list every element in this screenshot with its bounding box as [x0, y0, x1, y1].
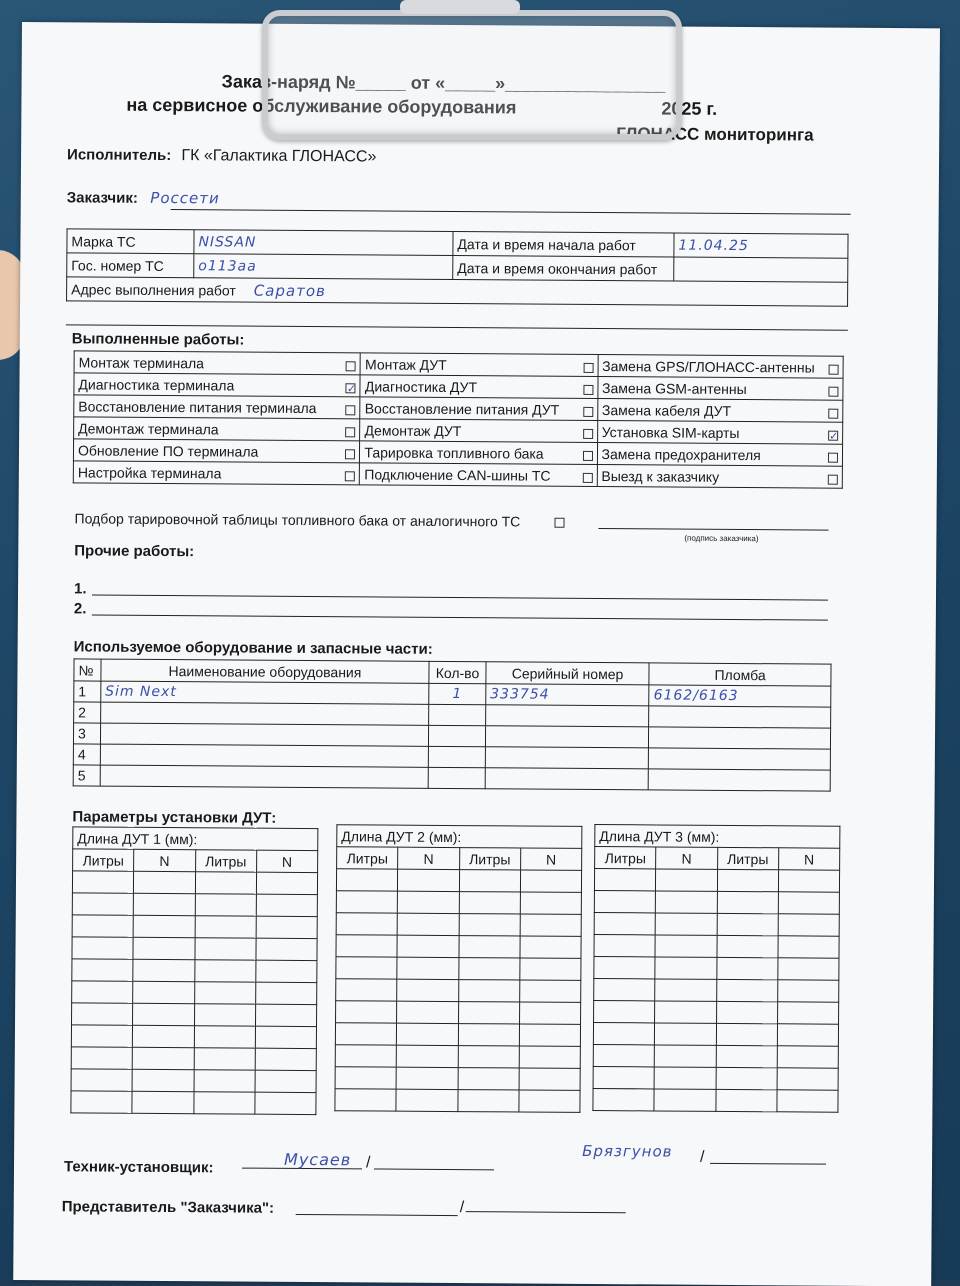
work-label: Восстановление питания ДУТ [364, 399, 560, 418]
works-cell [74, 417, 361, 441]
dut-cell[interactable] [336, 979, 397, 1001]
dut-cell[interactable] [519, 1002, 580, 1024]
equipment-cell: 1 [429, 683, 486, 704]
dut-cell[interactable] [717, 913, 778, 935]
dut-cell[interactable] [256, 938, 317, 960]
dut-cell[interactable] [335, 1045, 396, 1067]
dut-cell[interactable] [519, 1024, 580, 1046]
dut-cell[interactable] [716, 1023, 777, 1045]
works-cell [74, 351, 361, 375]
work-label: Монтаж ДУТ [365, 355, 447, 373]
dut-cell[interactable] [458, 1068, 519, 1090]
equipment-heading: Используемое оборудование и запасные части: [73, 638, 433, 658]
equipment-cell: 333754 [486, 684, 650, 706]
equipment-header: Кол-во [429, 661, 486, 683]
equipment-cell [429, 704, 486, 725]
work-label: Обновление ПО терминала [77, 441, 259, 460]
dut-col-header: Литры [73, 849, 134, 871]
dut-cell[interactable] [716, 957, 777, 979]
work-checkbox[interactable] [345, 471, 355, 481]
dut-col-header: Литры [195, 850, 256, 872]
equipment-cell [648, 769, 830, 791]
dut-cell[interactable] [778, 892, 839, 914]
dut-cell[interactable] [717, 891, 778, 913]
vehicle-underline [66, 324, 848, 330]
dut-col-header: N [520, 848, 581, 870]
equipment-header: Пломба [649, 663, 831, 686]
rep-line-2 [466, 1211, 626, 1213]
dut-cell[interactable] [255, 1070, 316, 1092]
dut-cell[interactable] [133, 915, 194, 937]
dut-cell[interactable] [195, 894, 256, 916]
dut-cell[interactable] [72, 893, 133, 915]
dut-cell[interactable] [255, 1048, 316, 1070]
dut-table-1 [70, 826, 318, 1115]
dut-heading: Параметры установки ДУТ: [72, 808, 277, 827]
dut-cell[interactable] [594, 869, 655, 891]
equipment-cell [100, 744, 429, 767]
dut-title: Длина ДУТ 1 (мм): [73, 827, 318, 851]
dut-cell[interactable] [519, 1068, 580, 1090]
end-value [674, 257, 848, 282]
dut-cell[interactable] [132, 1069, 193, 1091]
dut-col-header: Литры [595, 847, 656, 869]
executor-label: Исполнитель: [67, 146, 172, 165]
equipment-cell [429, 725, 486, 746]
dut-cell[interactable] [458, 1024, 519, 1046]
dut-cell[interactable] [71, 1069, 132, 1091]
work-label: Тарировка топливного бака [364, 443, 544, 462]
dut-cell[interactable] [255, 1092, 316, 1114]
dut-cell[interactable] [195, 872, 256, 894]
title-line-1: Заказ-наряд №_____ от «_____»________________ [221, 71, 666, 95]
dut-cell[interactable] [458, 958, 519, 980]
equipment-cell [649, 727, 831, 749]
plate-value: о113аа [194, 254, 453, 280]
dut-cell[interactable] [655, 957, 716, 979]
dut-cell[interactable] [72, 981, 133, 1003]
rep-label: Представитель "Заказчика": [61, 1198, 275, 1217]
dut-cell[interactable] [194, 982, 255, 1004]
dut-cell[interactable] [194, 960, 255, 982]
other-heading: Прочие работы: [74, 542, 195, 561]
other-line-2 [92, 615, 828, 621]
dut-cell[interactable] [519, 1046, 580, 1068]
dut-cell[interactable] [336, 913, 397, 935]
dut-cell[interactable] [717, 869, 778, 891]
dut-col-header: N [256, 850, 317, 872]
dut-cell[interactable] [72, 915, 133, 937]
work-checkbox[interactable] [582, 472, 592, 482]
dut-cell[interactable] [459, 892, 520, 914]
equipment-cell [100, 723, 429, 746]
dut-cell[interactable] [777, 1046, 838, 1068]
dut-cell[interactable] [655, 1001, 716, 1023]
calibration-label: Подбор тарировочной таблицы топливного бака от аналогичного ТС [74, 510, 521, 530]
dut-title: Длина ДУТ 3 (мм): [595, 825, 840, 849]
dut-cell[interactable] [594, 979, 655, 1001]
title-line-2: на сервисное обслуживание оборудования [126, 94, 517, 118]
title-year: 2025 г. [661, 98, 718, 119]
dut-cell[interactable] [397, 979, 458, 1001]
dut-cell[interactable] [133, 959, 194, 981]
equipment-cell: Sim Next [101, 681, 430, 704]
equipment-cell [649, 706, 831, 728]
equipment-cell [429, 746, 486, 767]
dut-col-header: Литры [459, 848, 520, 870]
dut-cell[interactable] [519, 980, 580, 1002]
dut-cell[interactable] [458, 1046, 519, 1068]
dut-cell[interactable] [396, 1089, 457, 1111]
dut-cell[interactable] [134, 871, 195, 893]
dut-cell[interactable] [132, 1047, 193, 1069]
equipment-cell [649, 748, 831, 770]
make-value: NISSAN [194, 230, 453, 256]
customer-label: Заказчик: [66, 189, 138, 207]
tech-separator-2: / [700, 1148, 705, 1166]
dut-col-header: N [134, 849, 195, 871]
equipment-cell [428, 767, 485, 788]
dut-cell[interactable] [594, 957, 655, 979]
title-suffix: ГЛОНАСС мониторинга [616, 124, 814, 145]
dut-cell[interactable] [72, 871, 133, 893]
dut-cell[interactable] [336, 1001, 397, 1023]
dut-cell[interactable] [397, 935, 458, 957]
dut-cell[interactable] [71, 1091, 132, 1113]
equipment-cell [485, 768, 649, 790]
dut-cell[interactable] [71, 1003, 132, 1025]
work-label: Замена GPS/ГЛОНАСС-антенны [602, 357, 815, 376]
dut-cell[interactable] [458, 980, 519, 1002]
dut-cell[interactable] [255, 982, 316, 1004]
executor-row [67, 146, 376, 166]
binder-clip [262, 10, 682, 140]
dut-cell[interactable] [132, 1091, 193, 1113]
dut-cell[interactable] [255, 1004, 316, 1026]
work-label: Подключение CAN-шины ТС [364, 465, 551, 484]
dut-cell[interactable] [336, 935, 397, 957]
dut-cell[interactable] [256, 960, 317, 982]
equipment-cell: 2 [74, 702, 101, 723]
equipment-header: Наименование оборудования [101, 659, 430, 683]
customer-value: Россети [150, 188, 220, 208]
equipment-cell: 1 [74, 681, 101, 702]
equipment-cell [485, 726, 649, 748]
tech-label: Техник-установщик: [63, 1158, 214, 1177]
work-label: Замена GSM-антенны [602, 379, 747, 397]
dut-cell[interactable] [520, 936, 581, 958]
dut-cell[interactable] [716, 935, 777, 957]
dut-cell[interactable] [778, 870, 839, 892]
work-checkbox[interactable] [828, 474, 838, 484]
dut-cell[interactable] [396, 1045, 457, 1067]
equipment-header: № [74, 659, 101, 681]
dut-col-header: N [656, 847, 717, 869]
work-label: Диагностика ДУТ [364, 377, 478, 395]
dut-col-header: N [778, 848, 839, 870]
dut-cell[interactable] [778, 958, 839, 980]
equipment-cell [100, 702, 429, 725]
dut-cell[interactable] [194, 1048, 255, 1070]
dut-cell[interactable] [335, 1023, 396, 1045]
dut-cell[interactable] [194, 1004, 255, 1026]
work-checkbox[interactable] [828, 430, 838, 440]
dut-cell[interactable] [397, 913, 458, 935]
calibration-checkbox[interactable] [554, 518, 564, 528]
works-cell [74, 373, 361, 397]
dut-cell[interactable] [459, 914, 520, 936]
dut-cell[interactable] [194, 938, 255, 960]
works-cell [360, 463, 597, 487]
dut-cell[interactable] [458, 1002, 519, 1024]
dut-cell[interactable] [335, 1089, 396, 1111]
dut-cell[interactable] [594, 1001, 655, 1023]
dut-cell[interactable] [194, 1026, 255, 1048]
works-cell [597, 465, 843, 489]
work-label: Демонтаж терминала [78, 419, 219, 437]
dut-cell[interactable] [655, 913, 716, 935]
dut-cell[interactable] [336, 869, 397, 891]
dut-cell[interactable] [593, 1089, 654, 1111]
equipment-cell: 6162/6163 [649, 685, 831, 707]
work-order-sheet [13, 22, 940, 1286]
tech-line-3 [710, 1163, 826, 1165]
dut-cell[interactable] [593, 1023, 654, 1045]
signature-caption: (подпись заказчика) [684, 533, 759, 544]
dut-cell[interactable] [458, 936, 519, 958]
dut-table-3 [592, 824, 840, 1113]
dut-cell[interactable] [716, 979, 777, 1001]
address-cell [67, 277, 848, 306]
dut-cell[interactable] [256, 894, 317, 916]
other-line-1-label: 1. [73, 580, 87, 598]
address-label: Адрес выполнения работ [71, 280, 236, 298]
equipment-table [73, 658, 832, 791]
dut-cell[interactable] [256, 872, 317, 894]
signature-line [598, 528, 828, 531]
dut-cell[interactable] [193, 1092, 254, 1114]
dut-cell[interactable] [594, 935, 655, 957]
dut-cell[interactable] [778, 914, 839, 936]
dut-cell[interactable] [777, 1090, 838, 1112]
dut-cell[interactable] [520, 870, 581, 892]
rep-line-1 [296, 1214, 458, 1216]
equipment-header: Серийный номер [486, 662, 650, 685]
dut-cell[interactable] [593, 1067, 654, 1089]
dut-cell[interactable] [593, 1045, 654, 1067]
work-label: Диагностика терминала [78, 375, 235, 393]
equipment-cell: 4 [73, 744, 100, 765]
dut-cell[interactable] [336, 957, 397, 979]
dut-cell[interactable] [716, 1045, 777, 1067]
dut-cell[interactable] [519, 1090, 580, 1112]
dut-cell[interactable] [398, 869, 459, 891]
dut-cell[interactable] [396, 1067, 457, 1089]
dut-cell[interactable] [133, 937, 194, 959]
dut-cell[interactable] [656, 869, 717, 891]
works-table [73, 350, 844, 488]
dut-cell[interactable] [520, 892, 581, 914]
clip-hinge [400, 0, 520, 14]
works-cell [360, 375, 597, 399]
dut-cell[interactable] [133, 981, 194, 1003]
dut-cell[interactable] [594, 891, 655, 913]
work-checkbox[interactable] [346, 361, 356, 371]
work-checkbox[interactable] [345, 449, 355, 459]
works-cell [360, 441, 597, 465]
dut-cell[interactable] [520, 958, 581, 980]
start-value: 11.04.25 [674, 233, 848, 258]
dut-cell[interactable] [71, 1025, 132, 1047]
other-line-1 [92, 595, 828, 601]
end-label: Дата и время окончания работ [453, 256, 674, 282]
equipment-cell [100, 765, 429, 788]
dut-cell[interactable] [777, 1002, 838, 1024]
work-checkbox[interactable] [828, 386, 838, 396]
works-cell [74, 395, 361, 419]
dut-cell[interactable] [457, 1090, 518, 1112]
works-cell [73, 439, 360, 463]
works-cell [597, 399, 843, 423]
works-cell [73, 461, 360, 485]
dut-title: Длина ДУТ 2 (мм): [337, 825, 582, 849]
work-checkbox[interactable] [583, 362, 593, 372]
customer-row [67, 188, 220, 208]
work-label: Настройка терминала [77, 463, 222, 481]
work-checkbox[interactable] [828, 452, 838, 462]
dut-col-header: Литры [717, 847, 778, 869]
work-checkbox[interactable] [583, 384, 593, 394]
dut-cell[interactable] [72, 959, 133, 981]
rep-separator: / [459, 1199, 465, 1217]
dut-cell[interactable] [336, 891, 397, 913]
dut-cell[interactable] [777, 1068, 838, 1090]
address-value: Саратов [253, 281, 326, 300]
dut-cell[interactable] [716, 1001, 777, 1023]
work-checkbox[interactable] [829, 364, 839, 374]
dut-cell[interactable] [134, 893, 195, 915]
dut-cell[interactable] [459, 870, 520, 892]
customer-underline [171, 209, 851, 215]
dut-col-header: N [398, 847, 459, 869]
works-heading: Выполненные работы: [71, 330, 245, 349]
start-label: Дата и время начала работ [453, 232, 674, 258]
dut-cell[interactable] [397, 1001, 458, 1023]
executor-value: ГК «Галактика ГЛОНАСС» [181, 147, 377, 166]
work-checkbox[interactable] [583, 406, 593, 416]
work-label: Выезд к заказчику [601, 467, 720, 485]
dut-col-header: Литры [337, 847, 398, 869]
dut-cell[interactable] [71, 1047, 132, 1069]
work-checkbox[interactable] [583, 428, 593, 438]
work-checkbox[interactable] [583, 450, 593, 460]
dut-cell[interactable] [520, 914, 581, 936]
dut-cell[interactable] [655, 979, 716, 1001]
dut-cell[interactable] [778, 936, 839, 958]
make-label: Марка ТС [67, 229, 194, 254]
dut-cell[interactable] [398, 891, 459, 913]
other-line-2-label: 2. [73, 600, 87, 618]
dut-cell[interactable] [256, 916, 317, 938]
works-cell [597, 421, 843, 445]
dut-cell[interactable] [195, 916, 256, 938]
work-checkbox[interactable] [828, 408, 838, 418]
equipment-cell [485, 705, 649, 727]
tech-signature-2: Брязгунов [582, 1141, 673, 1161]
calibration-row [74, 510, 564, 529]
dut-cell[interactable] [594, 913, 655, 935]
dut-cell[interactable] [194, 1070, 255, 1092]
tech-separator-1: / [365, 1154, 371, 1172]
works-cell [360, 419, 597, 443]
work-label: Установка SIM-карты [601, 423, 740, 441]
work-label: Восстановление питания терминала [78, 397, 317, 416]
vehicle-table [66, 228, 848, 306]
works-cell [597, 377, 843, 401]
work-label: Демонтаж ДУТ [364, 421, 462, 439]
dut-cell[interactable] [397, 957, 458, 979]
dut-cell[interactable] [654, 1045, 715, 1067]
work-checkbox[interactable] [346, 383, 356, 393]
dut-cell[interactable] [72, 937, 133, 959]
work-label: Монтаж терминала [78, 353, 205, 371]
dut-cell[interactable] [255, 1026, 316, 1048]
work-label: Замена предохранителя [601, 445, 761, 463]
tech-signature-1: Мусаев [283, 1149, 352, 1170]
dut-cell[interactable] [716, 1067, 777, 1089]
works-cell [597, 443, 843, 467]
works-cell [360, 353, 597, 377]
dut-cell[interactable] [397, 1023, 458, 1045]
dut-cell[interactable] [715, 1089, 776, 1111]
dut-cell[interactable] [133, 1003, 194, 1025]
dut-table-2 [334, 824, 582, 1113]
works-cell [360, 397, 597, 421]
dut-cell[interactable] [654, 1089, 715, 1111]
equipment-cell: 3 [73, 723, 100, 744]
plate-label: Гос. номер ТС [67, 253, 194, 278]
work-checkbox[interactable] [346, 427, 356, 437]
dut-cell[interactable] [655, 1023, 716, 1045]
equipment-cell [485, 747, 649, 769]
work-checkbox[interactable] [346, 405, 356, 415]
dut-cell[interactable] [777, 1024, 838, 1046]
dut-cell[interactable] [656, 891, 717, 913]
work-label: Замена кабеля ДУТ [601, 401, 732, 419]
dut-cell[interactable] [654, 1067, 715, 1089]
equipment-cell: 5 [73, 765, 100, 786]
works-cell [598, 355, 844, 379]
dut-cell[interactable] [335, 1067, 396, 1089]
dut-cell[interactable] [655, 935, 716, 957]
dut-cell[interactable] [133, 1025, 194, 1047]
tech-line-2 [374, 1168, 494, 1170]
dut-cell[interactable] [777, 980, 838, 1002]
